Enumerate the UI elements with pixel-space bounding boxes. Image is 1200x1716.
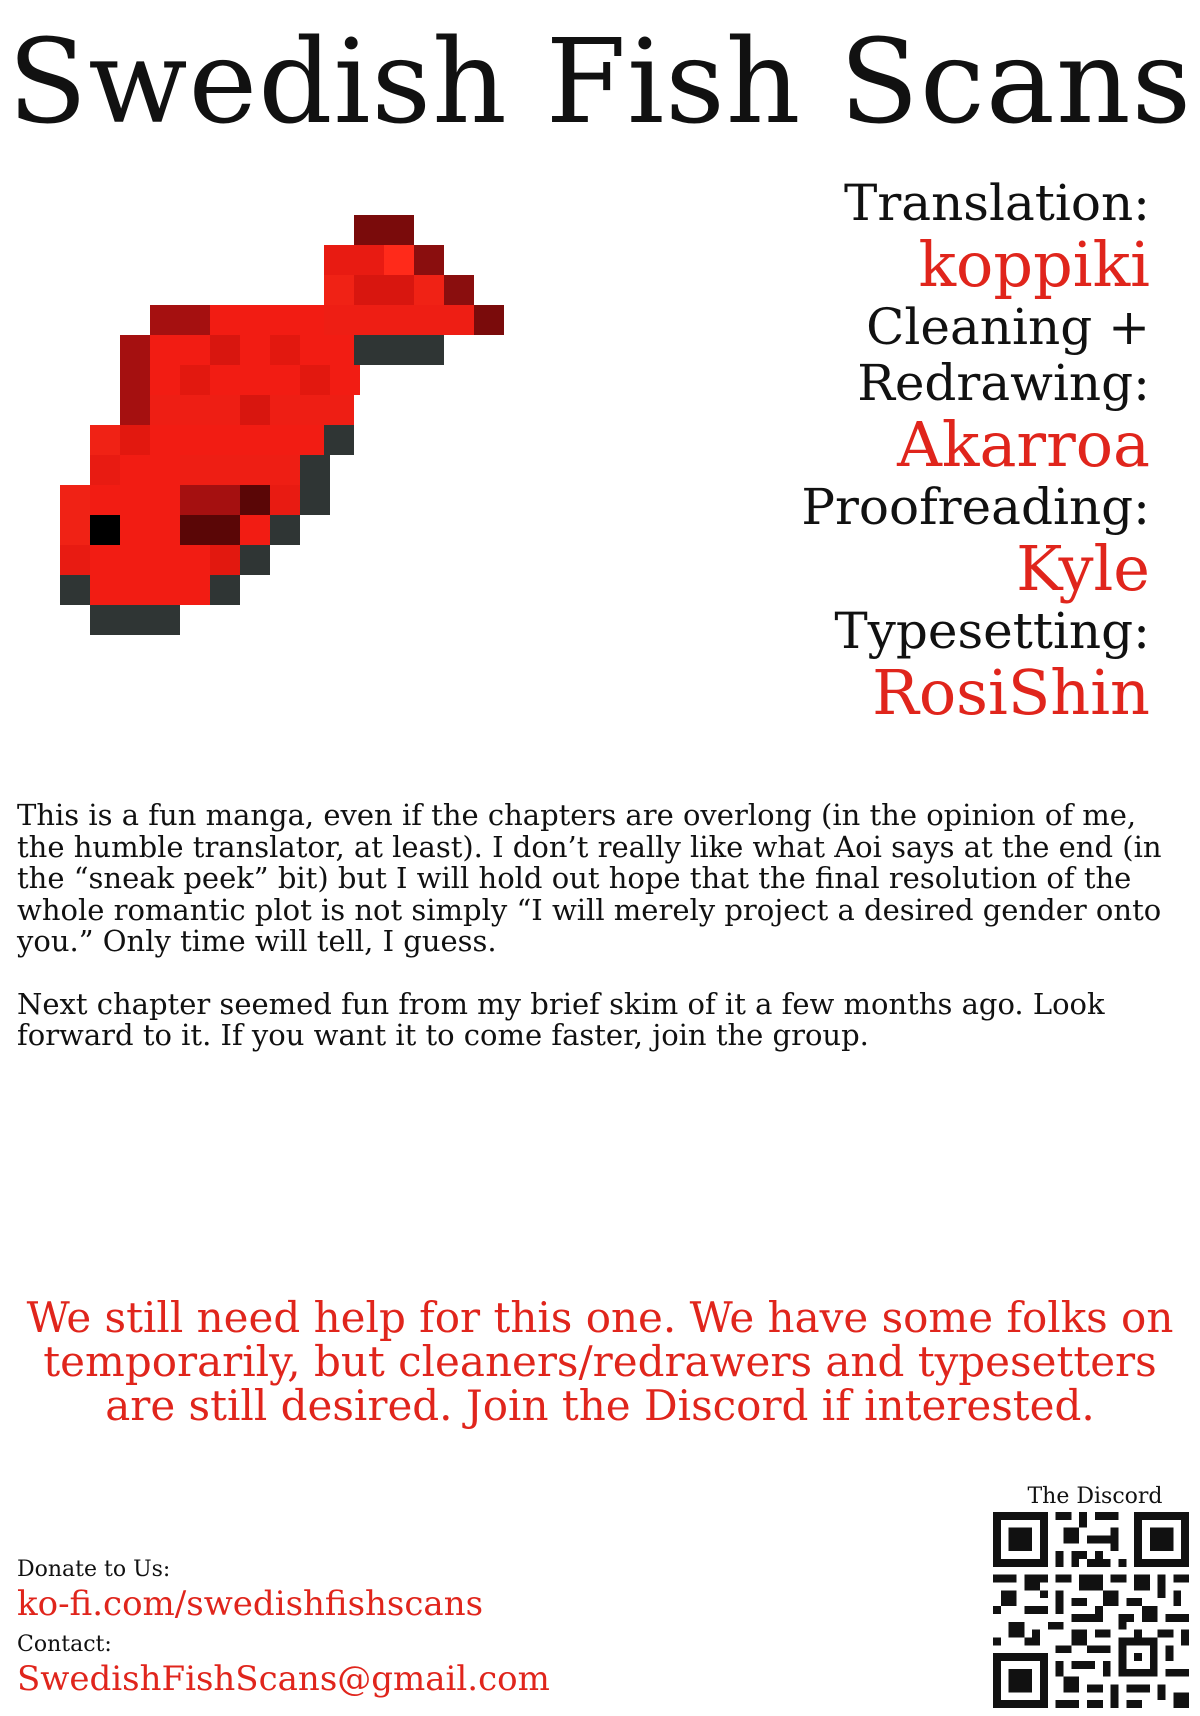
- notes-paragraph-2: Next chapter seemed fun from my brief skim of it a few months ago. Look forward to it. If you want it to come faster, join the group.: [17, 986, 1105, 1052]
- notes-paragraph-1: This is a fun manga, even if the chapters are overlong (in the opinion of me, the humble translator, at least). I don’t really like what Aoi says at the end (in the “sneak peek” bit) but I will hold out hope that the final resolution of the whole romantic plot is not simply “I will merely project a desired gender onto you.” Only time will tell, I guess.: [17, 798, 1162, 958]
- credit-name-proofreading: Kyle: [1016, 532, 1150, 605]
- credit-name-typesetting: RosiShin: [872, 656, 1150, 729]
- contact-label: Contact:: [17, 1632, 112, 1657]
- credit-name-translation: koppiki: [918, 228, 1150, 301]
- appeal-line-1: We still need help for this one. We have some folks on: [26, 1293, 1174, 1342]
- page-title: Swedish Fish Scans: [7, 15, 1193, 150]
- credit-role-cleaning: Cleaning +: [866, 298, 1150, 356]
- appeal-line-3: are still desired. Join the Discord if interested.: [105, 1381, 1095, 1430]
- credit-name-cleaning: Akarroa: [897, 408, 1150, 481]
- appeal-line-2: temporarily, but cleaners/redrawers and typesetters: [43, 1337, 1157, 1386]
- qr-label: The Discord: [1027, 1484, 1163, 1509]
- recruitment-appeal: [0, 1293, 1200, 1430]
- credits-list: [590, 175, 1150, 727]
- discord-qr-code-icon[interactable]: [993, 1512, 1189, 1708]
- contact-section: [17, 1632, 550, 1700]
- credit-role-redrawing: Redrawing:: [857, 354, 1150, 412]
- pixel-swedish-fish-icon: [60, 215, 520, 675]
- donate-label: Donate to Us:: [17, 1557, 171, 1582]
- donate-section: [17, 1557, 483, 1625]
- donate-link[interactable]: ko-fi.com/swedishfishscans: [17, 1584, 484, 1624]
- credit-role-translation: Translation:: [844, 174, 1150, 232]
- translator-notes: [17, 800, 1187, 1083]
- credit-role-proofreading: Proofreading:: [801, 478, 1150, 536]
- credit-role-typesetting: Typesetting:: [834, 602, 1150, 660]
- contact-email[interactable]: SwedishFishScans@gmail.com: [17, 1659, 550, 1699]
